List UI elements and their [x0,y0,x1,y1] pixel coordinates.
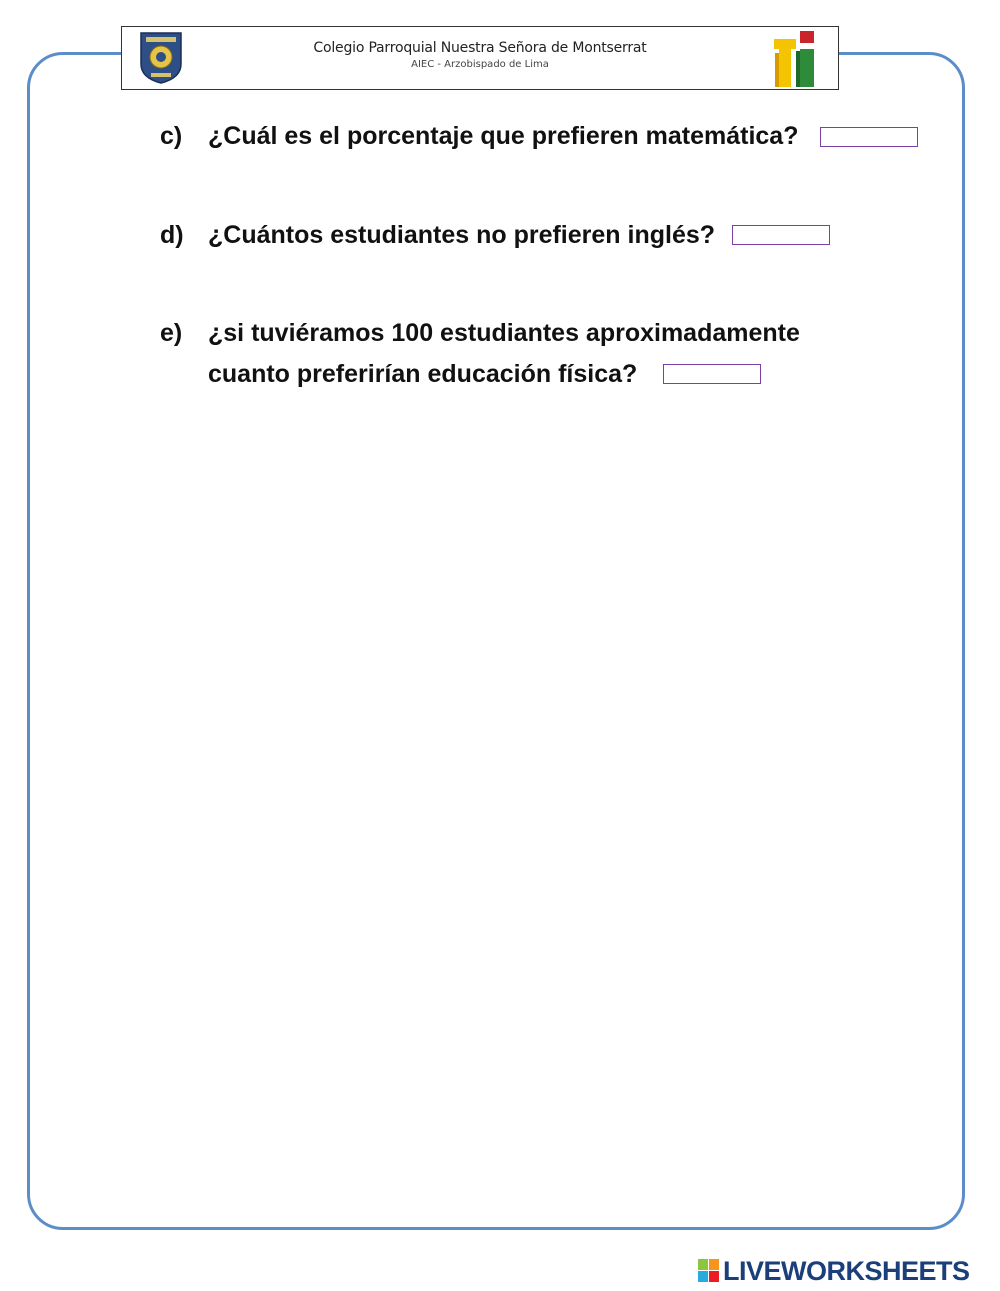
answer-input-e[interactable] [663,364,761,384]
liveworksheets-blocks-icon [698,1259,720,1283]
question-text-line1: ¿si tuviéramos 100 estudiantes aproximadamente [208,319,800,347]
school-name: Colegio Parroquial Nuestra Señora de Montserrat [313,40,647,56]
school-header [121,26,839,90]
question-d [160,215,720,256]
question-text-line2: cuanto preferirían educación física? [208,360,638,388]
question-letter: d) [160,221,184,249]
question-letter: e) [160,319,183,347]
answer-input-c[interactable] [820,127,918,147]
school-brand-logo-icon [770,27,822,89]
school-subtitle: AIEC - Arzobispado de Lima [411,59,549,70]
question-text: ¿Cuál es el porcentaje que prefieren matemática? [208,122,799,150]
question-text: ¿Cuántos estudiantes no prefieren inglés? [208,221,716,249]
liveworksheets-logo[interactable] [698,1258,970,1284]
question-c [160,116,820,157]
answer-input-d[interactable] [732,225,830,245]
question-letter: c) [160,122,183,150]
school-crest-icon [138,30,184,85]
liveworksheets-brand-text: LIVEWORKSHEETS [723,1256,970,1286]
